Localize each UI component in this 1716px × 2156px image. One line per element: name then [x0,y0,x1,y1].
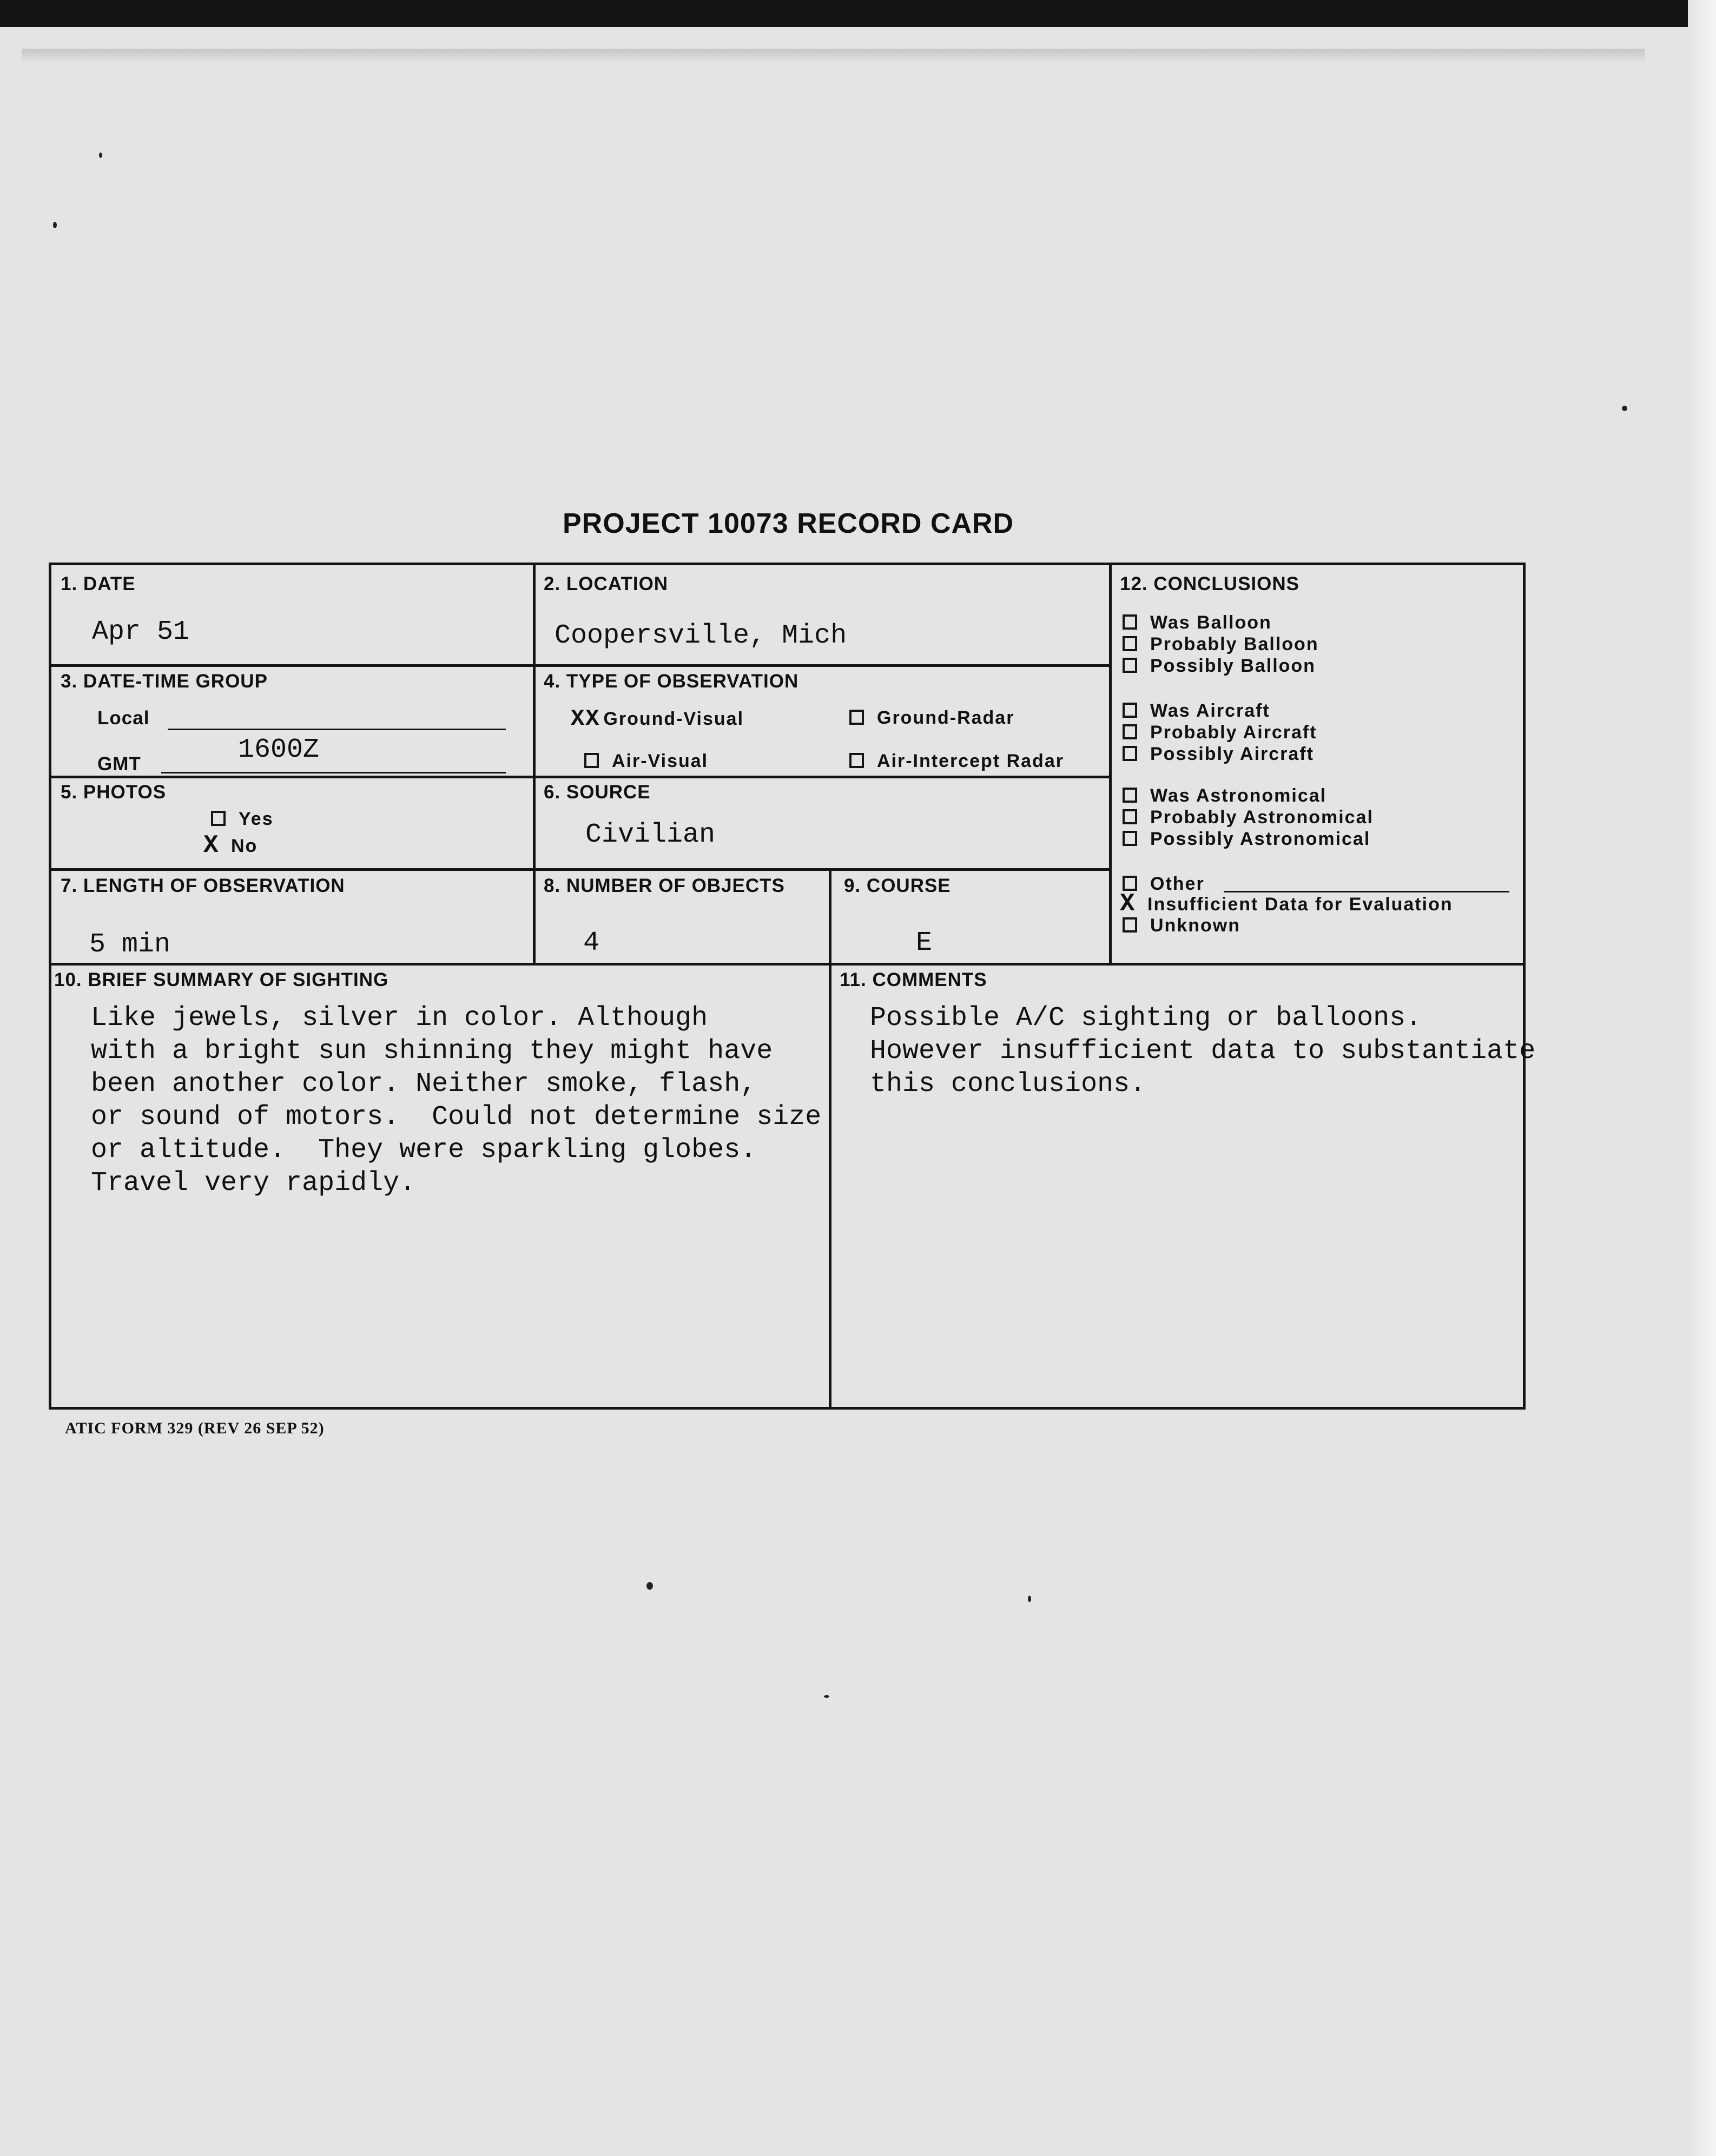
conclusion-text: Other [1150,874,1205,894]
insufficient-data-mark: X [1120,890,1136,918]
conclusion-text: Unknown [1150,915,1240,936]
summary-line: been another color. Neither smoke, flash, [91,1069,757,1100]
other-underline [1224,891,1509,892]
photos-no-text: No [231,836,258,856]
date-value: Apr 51 [92,617,190,647]
conclusion-text: Was Astronomical [1150,785,1327,806]
ground-radar-text: Ground-Radar [877,707,1015,728]
conclusion-insufficient-data [1120,890,1453,918]
length-value: 5 min [89,929,171,960]
comments-label: 11. COMMENTS [840,969,987,990]
dust-speck [1622,406,1627,411]
date-time-group-label: 3. DATE-TIME GROUP [61,671,268,692]
summary-line: Travel very rapidly. [91,1168,416,1199]
comments-line: However insufficient data to substantiate [870,1036,1536,1067]
length-label: 7. LENGTH OF OBSERVATION [61,875,345,896]
conclusion-text: Probably Balloon [1150,634,1319,654]
ground-radar-option [849,707,1014,729]
divider [49,868,1112,871]
gmt-value: 1600Z [238,735,320,765]
checkbox-icon [1123,831,1137,846]
film-top-edge [0,0,1716,27]
card-title: PROJECT 10073 RECORD CARD [563,508,1014,539]
date-label: 1. DATE [61,573,136,594]
ground-visual-option [571,706,744,732]
conclusion-possibly-astronomical [1123,829,1370,850]
dust-speck [1028,1596,1031,1602]
conclusion-text: Possibly Astronomical [1150,829,1371,849]
divider [533,563,536,963]
checkbox-icon [1123,809,1137,824]
summary-line: or sound of motors. Could not determine size [91,1102,822,1133]
dust-speck [53,222,57,228]
checkbox-icon [1123,724,1137,739]
conclusion-text: Possibly Aircraft [1150,744,1314,764]
course-label: 9. COURSE [844,875,951,896]
photos-no-option [203,831,258,859]
divider [829,868,831,1410]
photos-label: 5. PHOTOS [61,782,167,803]
air-intercept-radar-text: Air-Intercept Radar [877,751,1064,771]
conclusion-text: Probably Aircraft [1150,722,1317,743]
checkbox-icon [1123,746,1137,761]
location-label: 2. LOCATION [544,573,669,594]
photos-no-mark: X [203,831,220,859]
photos-yes-option [211,809,274,830]
checkbox-icon [1123,917,1137,932]
conclusion-was-balloon [1123,612,1272,633]
form-footer: ATIC FORM 329 (REV 26 SEP 52) [65,1419,325,1437]
conclusion-text: Was Aircraft [1150,700,1270,721]
ground-visual-text: Ground-Visual [603,709,744,729]
divider [49,776,1112,778]
local-label: Local [97,707,150,729]
divider [49,963,1526,965]
local-underline [168,729,506,730]
checkbox-icon [849,753,864,768]
dust-speck [824,1695,829,1698]
conclusion-text: Probably Astronomical [1150,807,1374,828]
card-border-top [49,563,1526,565]
checkbox-icon [1123,876,1137,891]
ground-visual-mark: XX [571,706,600,732]
film-shadow [22,49,1645,64]
conclusion-was-aircraft [1123,700,1270,722]
film-right-edge [1688,0,1716,2156]
checkbox-icon [211,811,226,826]
conclusion-probably-balloon [1123,634,1319,655]
checkbox-icon [584,753,599,768]
checkbox-icon [849,710,864,725]
checkbox-icon [1123,703,1137,718]
card-border-bottom [49,1407,1526,1410]
conclusion-possibly-aircraft [1123,744,1314,765]
gmt-label: GMT [97,753,141,775]
objects-label: 8. NUMBER OF OBJECTS [544,875,785,896]
conclusions-label: 12. CONCLUSIONS [1120,573,1299,594]
summary-line: Like jewels, silver in color. Although [91,1003,708,1034]
checkbox-icon [1123,658,1137,673]
source-value: Civilian [585,819,716,850]
course-value: E [916,928,933,958]
gmt-underline [161,772,506,773]
observation-type-label: 4. TYPE OF OBSERVATION [544,671,799,692]
summary-line: or altitude. They were sparkling globes. [91,1135,757,1166]
conclusion-text: Possibly Balloon [1150,656,1316,676]
objects-value: 4 [583,928,600,958]
conclusion-text: Insufficient Data for Evaluation [1147,894,1453,915]
conclusion-text: Was Balloon [1150,612,1272,633]
conclusion-unknown [1123,915,1240,936]
photos-yes-text: Yes [239,809,274,829]
conclusion-possibly-balloon [1123,656,1316,677]
summary-text [91,1002,821,1200]
air-visual-text: Air-Visual [612,751,709,771]
card-border-right [1523,563,1526,1410]
checkbox-icon [1123,788,1137,803]
summary-label: 10. BRIEF SUMMARY OF SIGHTING [54,969,389,990]
divider [1109,563,1112,963]
divider [49,664,1112,667]
card-border-left [49,563,51,1410]
checkbox-icon [1123,614,1137,630]
dust-speck [99,153,102,158]
conclusion-probably-aircraft [1123,722,1317,743]
air-visual-option [584,751,708,772]
conclusion-was-astronomical [1123,785,1326,806]
summary-line: with a bright sun shinning they might have [91,1036,773,1067]
dust-speck [646,1582,653,1590]
comments-text [870,1002,1535,1101]
location-value: Coopersville, Mich [555,620,847,651]
source-label: 6. SOURCE [544,782,651,803]
checkbox-icon [1123,636,1137,651]
record-card [49,563,1536,1410]
comments-line: this conclusions. [870,1069,1146,1100]
air-intercept-radar-option [849,751,1064,772]
conclusion-probably-astronomical [1123,807,1374,828]
comments-line: Possible A/C sighting or balloons. [870,1003,1422,1034]
